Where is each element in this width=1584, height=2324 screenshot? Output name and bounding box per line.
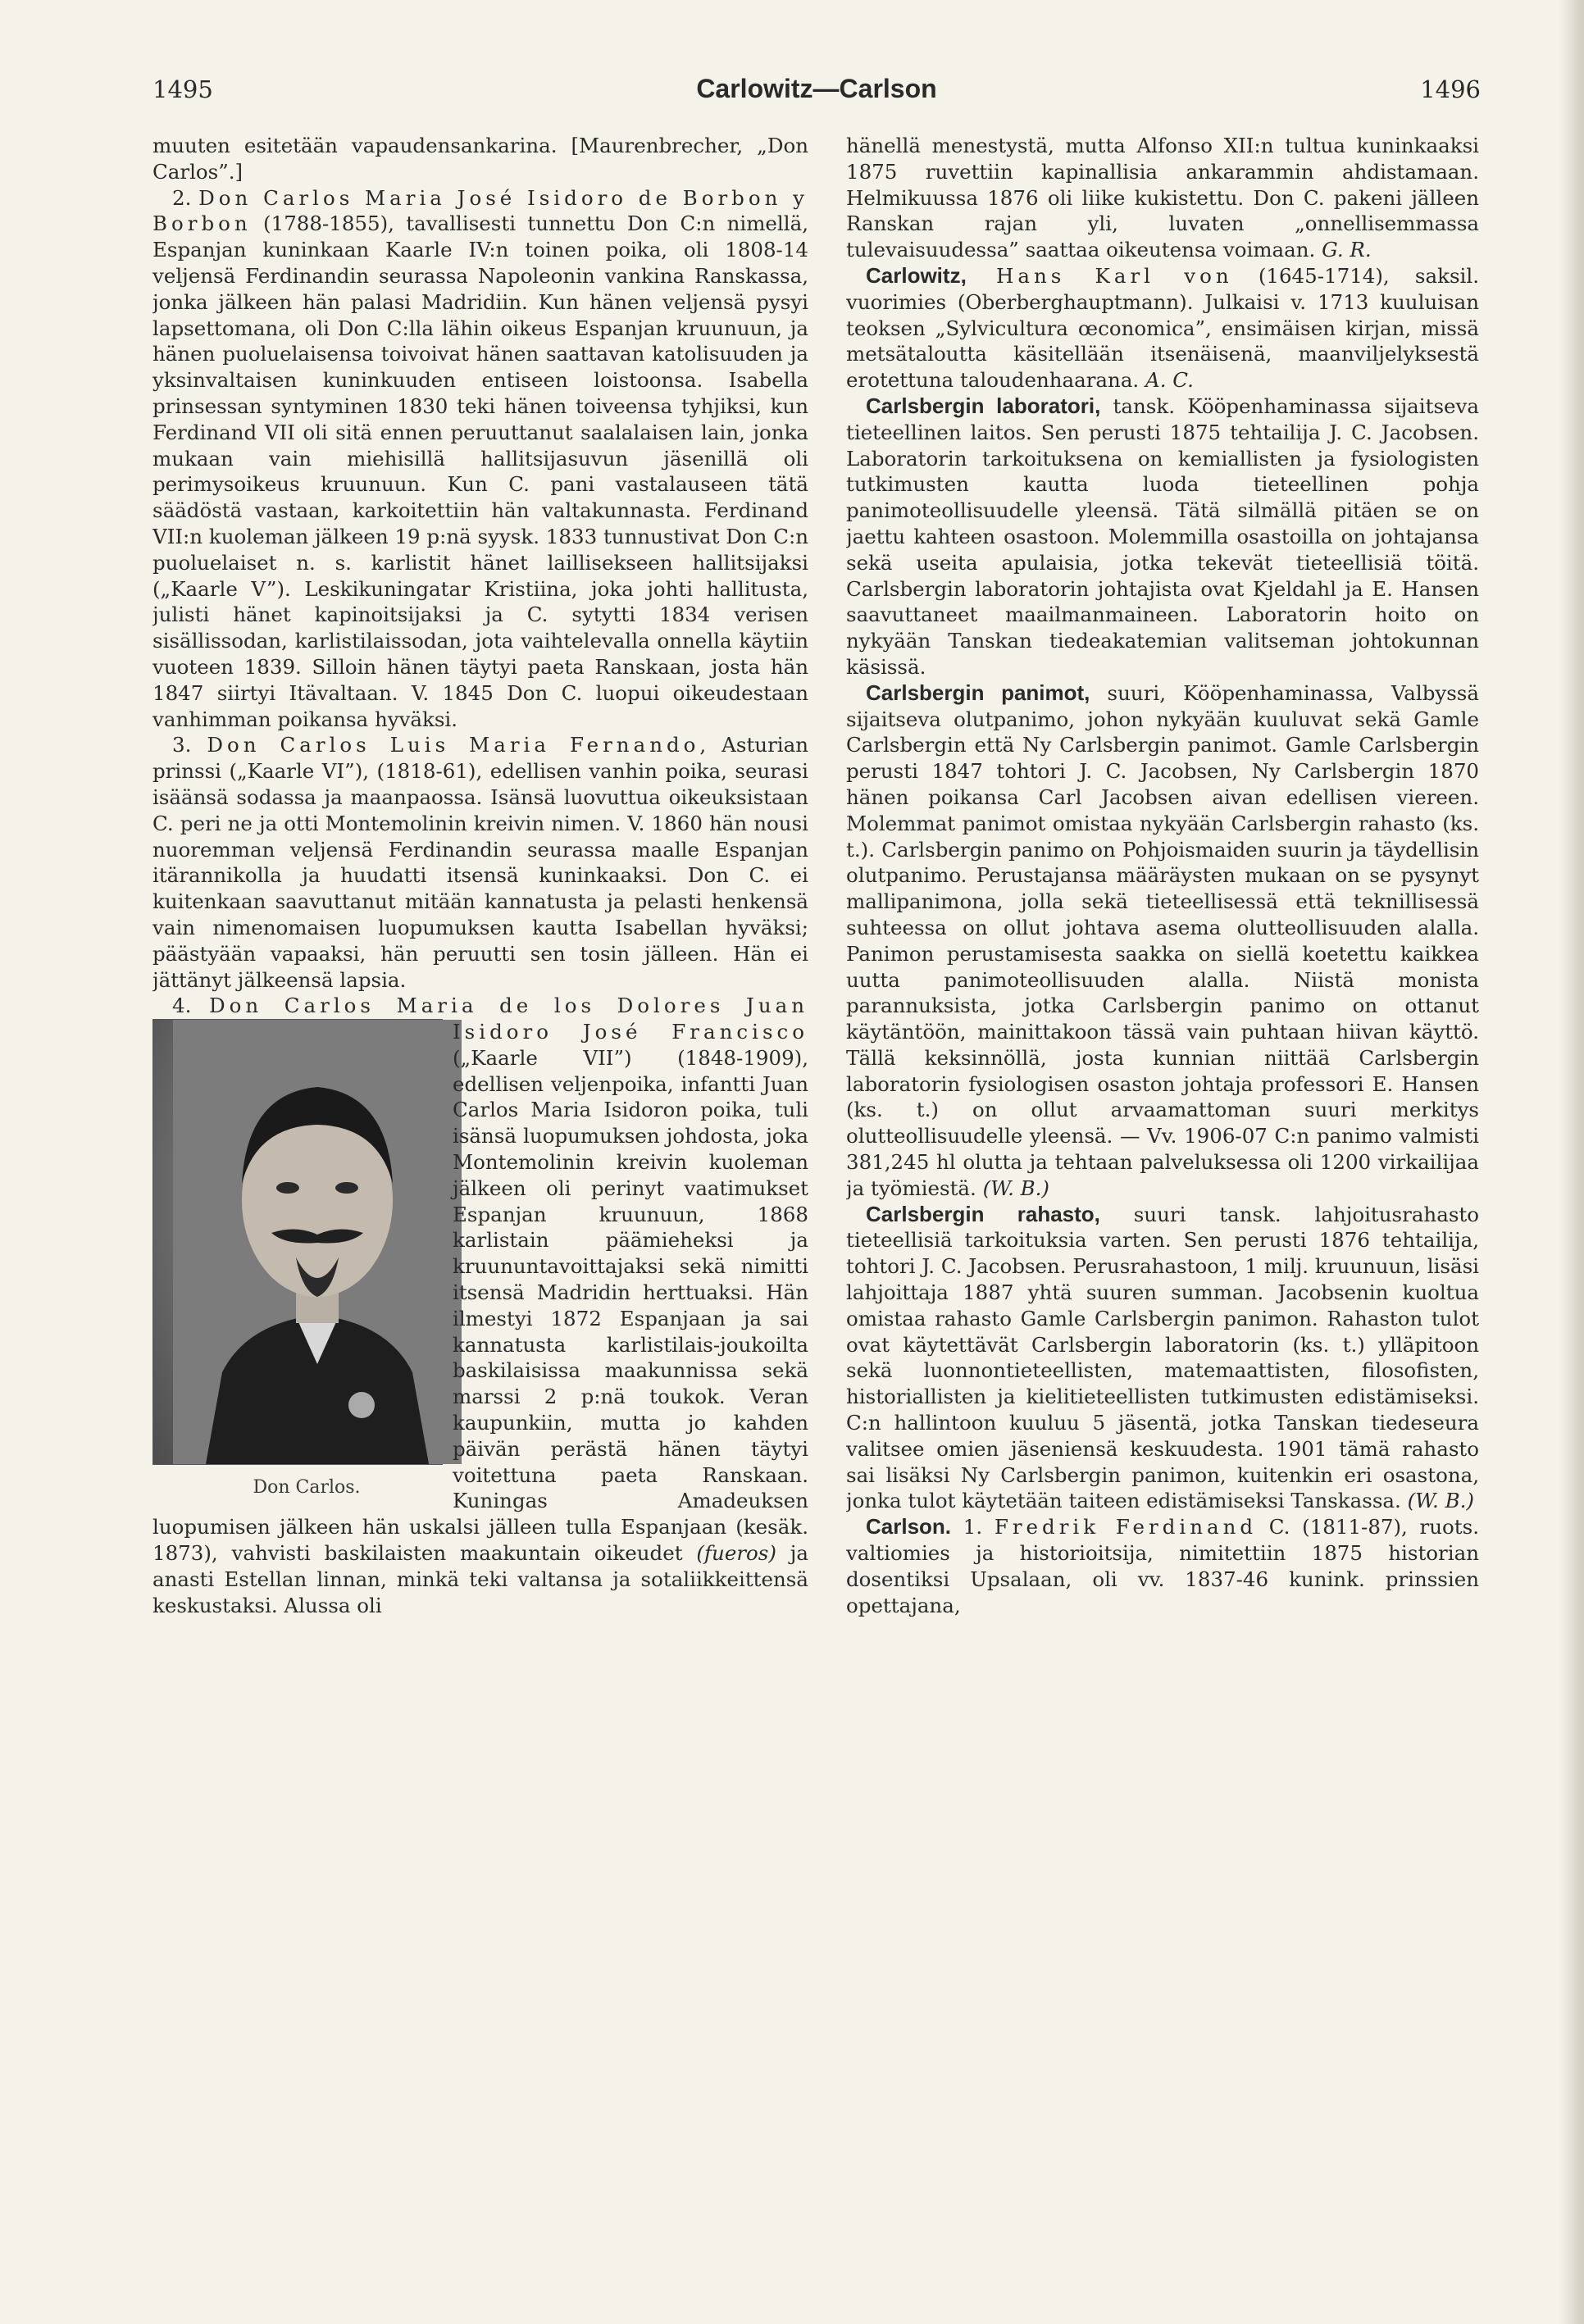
entry-name: Don Carlos Luis Maria Fernando: [207, 733, 700, 757]
portrait-figure: [152, 1019, 441, 1501]
paragraph-continuation: hänellä menestystä, mutta Alfonso XII:n tultua kuninkaaksi 1875 ruvettiin kapinallisia ankarammin ahdistamaan. Helmikuussa 1876 oli liike kukistettu. Don C. pakeni jälleen Ranskan rajan yli, luvaten „onnellisemmassa tulevaisuudessa” saattaa oikeutensa voimaan. G. R.: [846, 134, 1479, 262]
right-column: [846, 133, 1479, 2264]
headword: Carlsbergin panimot,: [866, 680, 1090, 705]
paragraph-continuation: muuten esitetään vapaudensankarina. [Maurenbrecher, „Don Carlos”.]: [152, 134, 808, 184]
entry-name: Don Carlos Maria José Isidoro de Borbon y Borbon: [152, 185, 808, 236]
page-edge-shadow: [1559, 0, 1584, 2324]
portrait-caption: Don Carlos.: [253, 1477, 361, 1499]
portrait-image: [152, 1019, 443, 1465]
page-header: [152, 75, 1481, 111]
headword: Carlsbergin rahasto,: [866, 1201, 1100, 1226]
signature: (W. B.): [1407, 1489, 1474, 1513]
entry-carlsbergin-panimot: Carlsbergin panimot, suuri, Kööpenhaminassa, Valbyssä sijaitseva olutpanimo, johon nykyään kuuluvat sekä Gamle Carlsbergin että Ny Carlsbergin panimot. Gamle Carlsbergin perusti 1847 tohtori J. C. Jacobsen, Ny Carlsbergin 1870 hänen poikansa Carl Jacobsen aivan edellisen viereen. Molemmat panimot omistaa nykyään Carlsbergin rahasto (ks. t.). Carlsbergin panimo on Pohjoismaiden suurin ja täydellisin olutpanimo. Perustajansa määräysten mukaan on se pysynyt mallipanimona, jolla sekä tieteellisessä että teknillisessä suhteessa on ollut johtava asema olutteollisuuden alalla. Panimon perustamisesta saakka on siellä koetettu kaikkea uutta panimoteollisuuden alalla. Niistä monista parannuksista, jotka Carlsbergin panimo on ottanut käytäntöön, mainittakoon tässä vain puhtaan hiivan käyttö. Tällä keksinnöllä, josta kunnian niittää Carlsbergin laboratorin fysiologisen osaston johtaja professori E. Hansen (ks. t.) on ollut arvaamattoman suuri merkitys olutteollisuudelle yleensä. — Vv. 1906-07 C:n panimo valmisti 381,245 hl olutta ja tehtaan palveluksessa oli 1200 virkailijaa ja työmiestä. (W. B.): [846, 680, 1479, 1200]
signature: G. R.: [1322, 238, 1372, 262]
entry-don-carlos-2: 2. Don Carlos Maria José Isidoro de Borbon y Borbon (1788-1855), tavallisesti tunnettu Don C:n nimellä, Espanjan kuninkaan Kaarle IV:n toinen poika, oli 1808-14 veljensä Ferdinandin seurassa Napoleonin vankina Ranskassa, jonka jälkeen hän palasi Madridiin. Kun hänen veljensä pysyi lapsettomana, oli Don C:lla lähin oikeus Espanjan kruunuun, ja hänen puoluelaisensa toivoivat hänen saattavan katolisuuden ja yksinvaltaisen kuninkuuden entiseen loistoonsa. Isabella prinsessan syntyminen 1830 teki hänen toiveensa tyhjiksi, kun Ferdinand VII oli sitä ennen peruuttanut saalalaisen lain, jonka mukaan vain miehisillä hallitsijasuvun jäsenillä oli perimysoikeus kruunuun. Kun C. pani vastalauseen tätä säädöstä vastaan, karkoitettiin hän valtakunnasta. Ferdinand VII:n kuoleman jälkeen 19 p:nä syysk. 1833 tunnustivat Don C:n puoluelaiset n. s. karlistit hänet laillisekseen hallitsijaksi („Kaarle V”). Leskikuningatar Kristiina, joka johti hallitusta, julisti hänet kapinoitsijaksi ja C. sytytti 1834 verisen sisällissodan, karlistilaissodan, jota vaihtelevalla onnella käytiin vuoteen 1839. Silloin hänen täytyi paeta Ranskaan, josta hän 1847 siirtyi Itävaltaan. V. 1845 Don C. luopui oikeudestaan vanhimman poikansa hyväksi.: [152, 185, 808, 731]
page-number-left: 1495: [152, 75, 213, 103]
entry-don-carlos-3: 3. Don Carlos Luis Maria Fernando, Asturian prinssi („Kaarle VI”), (1818-61), edellisen vanhin poika, seurasi isäänsä sodassa ja maanpaossa. Isänsä luovuttua oikeuksistaan C. peri ne ja otti Montemolinin kreivin nimen. V. 1860 hän nousi nuoremman veljensä Ferdinandin seurassa maalle Espanjan itärannikolla ja huudatti itsensä kuninkaaksi. Don C. ei kuitenkaan saavuttanut mitään kannatusta ja pelasti henkensä vain nimenomaisen luopumuksen kautta Isabellan hyväksi; päästyään vapaaksi, hän peruutti sen tosin jälleen. Hän ei jättänyt jälkeensä lapsia.: [152, 733, 808, 992]
entry-carlsbergin-rahasto: Carlsbergin rahasto, suuri tansk. lahjoitusrahasto tieteellisiä tarkoituksia varten. Sen perusti 1876 tehtailija, tohtori J. C. Jacobsen. Perusrahastoon, 1 milj. kruunuun, lisäsi lahjoittaja 1887 yhtä suuren summan. Jacobsenin kuoltua omistaa rahasto Gamle Carlsbergin panimon. Rahaston tulot ovat käytettävät Carlsbergin laboratorin (ks. t.) ylläpitoon sekä luonnontieteellisten, matemaattisten, filosofisten, historiallisten ja kielitieteellisten tutkimusten edistämiseksi. C:n hallintoon kuuluu 5 jäsentä, jotka Tanskan tiedeseura valitsee omien jäseniensä keskuudesta. 1901 tämä rahasto sai lisäksi Ny Carlsbergin panimon, kuitenkin eri osastona, jonka tulot käytetään taiteen edistämiseksi Tanskassa. (W. B.): [846, 1201, 1479, 1513]
entry-name: Hans Karl von: [966, 263, 1233, 288]
entry-carlson: Carlson. 1. Fredrik Ferdinand C. (1811-87), ruots. valtiomies ja historioitsija, nimitettiin 1875 historian dosentiksi Upsalaan, oli vv. 1837-46 kunink. prinssien opettajana,: [846, 1514, 1479, 1617]
left-column: [152, 133, 808, 2264]
entry-name: Don Carlos Maria de los Dolores Juan Isidoro José Francisco: [209, 994, 808, 1044]
headword: Carlson.: [866, 1514, 952, 1539]
running-head: Carlowitz—Carlson: [696, 74, 937, 103]
entry-carlsbergin-laboratori: Carlsbergin laboratori, tansk. Kööpenhaminassa sijaitseva tieteellinen laitos. Sen perusti 1875 tehtailija J. C. Jacobsen. Laboratorin tarkoituksena on kemiallisten ja fysiologisten tutkimusten kautta luoda tieteellinen pohja panimoteollisuudelle yleensä. Tätä silmällä pitäen se on jaettu kahteen osastoon. Molemmilla osastoilla on johtajansa sekä useita apulaisia, jotka tekevät tieteellisiä töitä. Carlsbergin laboratorin johtajista ovat Kjeldahl ja E. Hansen saavuttaneet maailmanmaineen. Laboratorin hoito on nykyään Tanskan tiedeakatemian valitseman johtokunnan käsissä.: [846, 393, 1479, 679]
headword: Carlowitz,: [866, 262, 967, 288]
signature: A. C.: [1145, 368, 1194, 393]
signature: (W. B.): [982, 1176, 1049, 1200]
page-number-right: 1496: [1420, 75, 1481, 103]
headword: Carlsbergin laboratori,: [866, 393, 1101, 418]
entry-carlowitz: Carlowitz, Hans Karl von (1645-1714), saksil. vuorimies (Oberberghauptmann). Julkaisi v. 1713 kuuluisan teoksen „Sylvicultura œconomica”, ensimäisen kirjan, missä metsätaloutta käsitellään itsenäisenä, maanviljelyksestä erotettuna taloudenhaarana. A. C.: [846, 262, 1479, 393]
entry-don-carlos-4: 4. Don Carlos Maria de los Dolores Juan Isidoro José Francisco Don Carlos. („Kaarle VII”) (1848-1909), edellisen veljenpoika, infantti Juan Carlos Maria Isidoron poika, tuli isänsä luopumuksen johdosta, joka Montemolinin kreivin kuoleman jälkeen oli perinyt vaatimukset Espanjan kruunuun, 1868 karlistain päämieheksi ja kruununtavoittajaksi sekä nimitti itsensä Madridin herttuaksi. Hän ilmestyi 1872 Espanjaan ja sai kannatusta karlistilais-joukoilta baskilaisissa maakunnissa sekä marssi 2 p:nä toukok. Veran kaupunkiin, mutta jo kahden päivän perästä hänen täytyi voitettuna paeta Ranskaan. Kuningas Amadeuksen luopumisen jälkeen hän uskalsi jälleen tulla Espanjaan (kesäk. 1873), vahvisti baskilaisten maakuntain oikeudet (fueros) ja anasti Estellan linnan, minkä teki valtansa ja sotaliikkeittensä keskustaksi. Alussa oli: [152, 994, 808, 1617]
entry-name: Fredrik Ferdinand: [994, 1515, 1258, 1539]
